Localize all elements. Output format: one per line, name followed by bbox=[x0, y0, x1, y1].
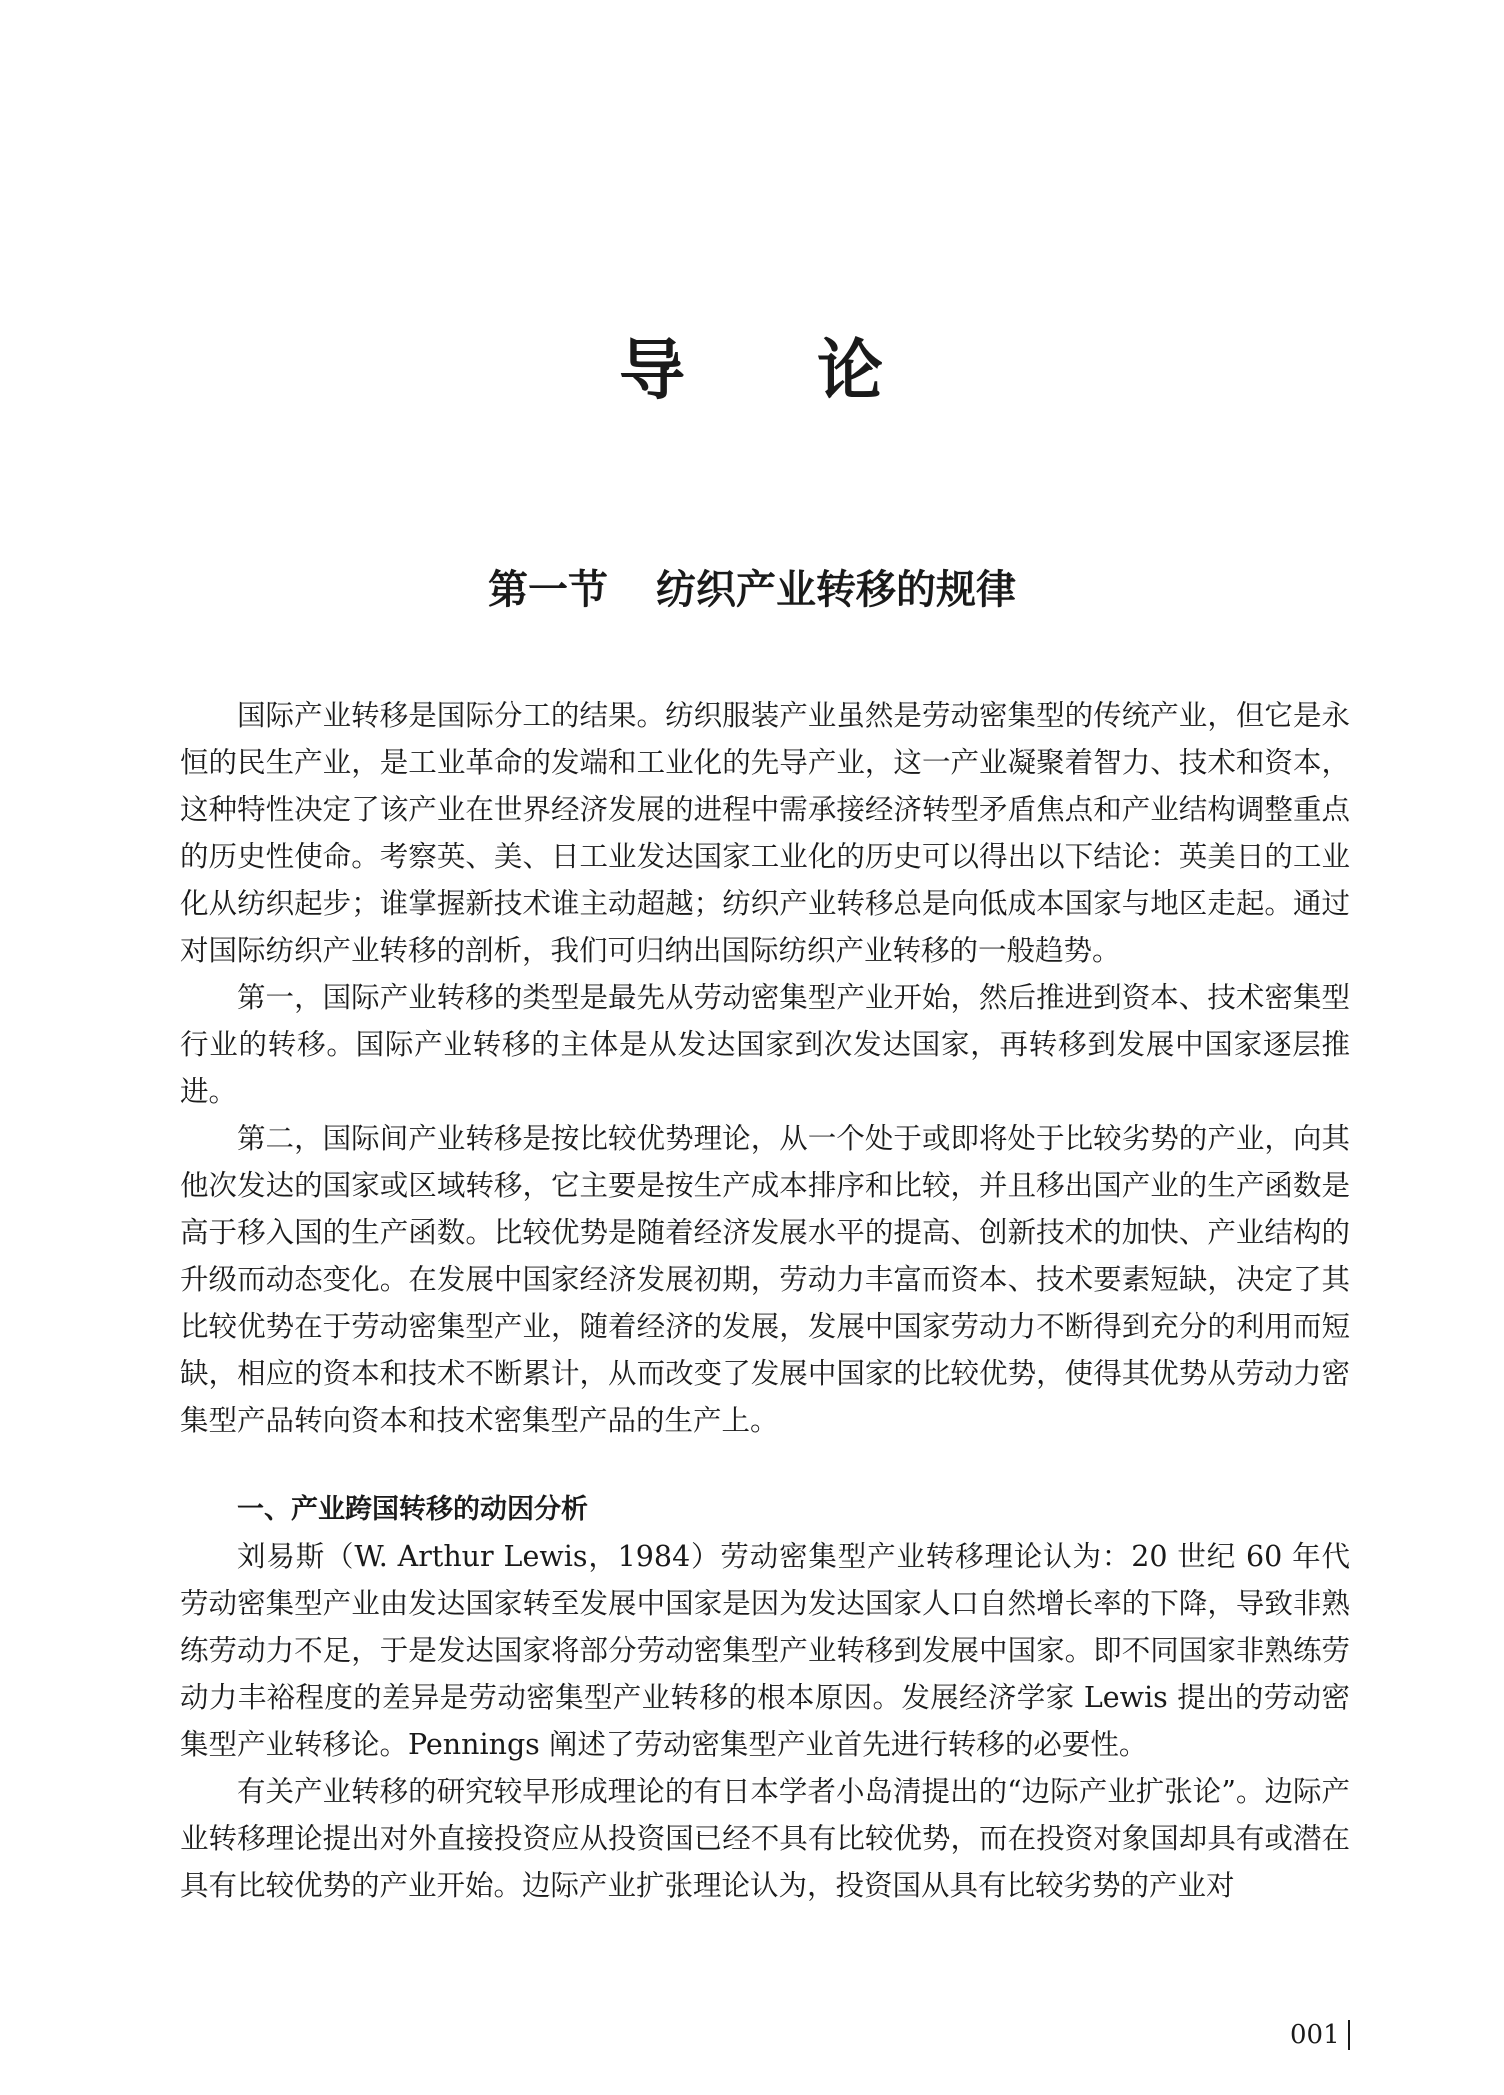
section-title-text: 纺织产业转移的规律 bbox=[656, 567, 1016, 613]
chapter-title-char-1: 导 bbox=[619, 332, 687, 409]
section-body bbox=[180, 692, 1350, 1444]
chapter-title bbox=[0, 332, 1504, 409]
page-number-rule bbox=[1348, 2020, 1350, 2050]
paragraph: 第二，国际间产业转移是按比较优势理论，从一个处于或即将处于比较劣势的产业，向其他次发达的国家或区域转移，它主要是按生产成本排序和比较，并且移出国产业的生产函数是高于移入国的生产函数。比较优势是随着经济发展水平的提高、创新技术的加快、产业结构的升级而动态变化。在发展中国家经济发展初期，劳动力丰富而资本、技术要素短缺，决定了其比较优势在于劳动密集型产业，随着经济的发展，发展中国家劳动力不断得到充分的利用而短缺，相应的资本和技术不断累计，从而改变了发展中国家的比较优势，使得其优势从劳动力密集型产品转向资本和技术密集型产品的生产上。 bbox=[180, 1122, 1350, 1437]
subsection-body bbox=[180, 1533, 1350, 1909]
section-label: 第一节 bbox=[488, 567, 608, 613]
paragraph: 第一，国际产业转移的类型是最先从劳动密集型产业开始，然后推进到资本、技术密集型行业的转移。国际产业转移的主体是从发达国家到次发达国家，再转移到发展中国家逐层推进。 bbox=[180, 981, 1350, 1108]
paragraph: 国际产业转移是国际分工的结果。纺织服装产业虽然是劳动密集型的传统产业，但它是永恒的民生产业，是工业革命的发端和工业化的先导产业，这一产业凝聚着智力、技术和资本，这种特性决定了该产业在世界经济发展的进程中需承接经济转型矛盾焦点和产业结构调整重点的历史性使命。考察英、美、日工业发达国家工业化的历史可以得出以下结论：英美日的工业化从纺织起步；谁掌握新技术谁主动超越；纺织产业转移总是向低成本国家与地区走起。通过对国际纺织产业转移的剖析，我们可归纳出国际纺织产业转移的一般趋势。 bbox=[180, 699, 1350, 967]
page-number: 001 bbox=[1290, 2020, 1340, 2050]
section-title bbox=[0, 567, 1504, 613]
chapter-title-char-2: 论 bbox=[817, 332, 885, 409]
paragraph: 刘易斯（W. Arthur Lewis，1984）劳动密集型产业转移理论认为：20 世纪 60 年代劳动密集型产业由发达国家转至发展中国家是因为发达国家人口自然增长率的下降，导致非熟练劳动力不足，于是发达国家将部分劳动密集型产业转移到发展中国家。即不同国家非熟练劳动力丰裕程度的差异是劳动密集型产业转移的根本原因。发展经济学家 Lewis 提出的劳动密集型产业转移论。Pennings 阐述了劳动密集型产业首先进行转移的必要性。 bbox=[180, 1540, 1350, 1761]
subsection-heading: 一、产业跨国转移的动因分析 bbox=[237, 1494, 588, 1525]
paragraph: 有关产业转移的研究较早形成理论的有日本学者小岛清提出的“边际产业扩张论”。边际产业转移理论提出对外直接投资应从投资国已经不具有比较优势，而在投资对象国却具有或潜在具有比较优势的产业开始。边际产业扩张理论认为，投资国从具有比较劣势的产业对 bbox=[180, 1775, 1350, 1902]
